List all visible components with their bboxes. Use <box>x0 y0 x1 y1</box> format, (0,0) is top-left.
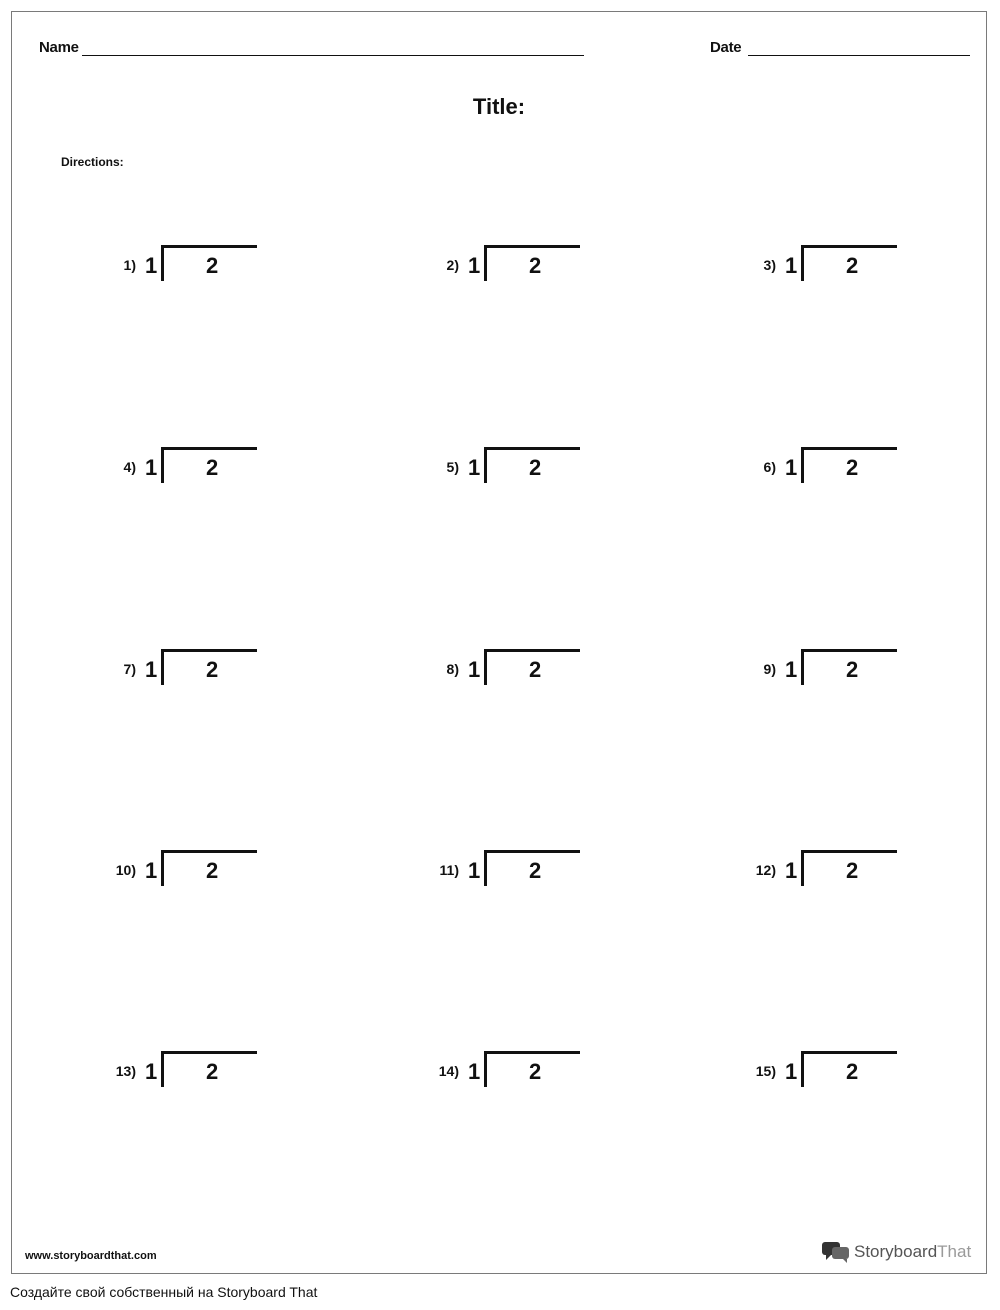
problem-number: 2) <box>446 257 459 273</box>
name-line <box>82 55 584 56</box>
problem-number: 3) <box>763 257 776 273</box>
footer-url: www.storyboardthat.com <box>25 1250 157 1262</box>
dividend: 2 <box>529 1059 542 1084</box>
dividend: 2 <box>846 858 859 883</box>
brand-name <box>854 1242 971 1262</box>
divisor: 1 <box>468 455 481 480</box>
dividend: 2 <box>206 858 219 883</box>
problem-number: 15) <box>755 1063 776 1079</box>
dividend: 2 <box>529 253 542 278</box>
problem-number: 14) <box>438 1063 459 1079</box>
divisor: 1 <box>785 1059 798 1084</box>
problem-number: 10) <box>115 862 136 878</box>
brand-suffix: That <box>937 1242 972 1261</box>
division-problem <box>740 245 900 285</box>
divisor: 1 <box>785 455 798 480</box>
problem-number: 4) <box>123 459 136 475</box>
page-title: Title: <box>472 94 526 119</box>
dividend: 2 <box>206 657 219 682</box>
storyboardthat-logo <box>822 1241 971 1263</box>
problem-number: 1) <box>123 257 136 273</box>
division-problem <box>423 1051 583 1091</box>
division-problem <box>423 245 583 285</box>
problem-number: 11) <box>439 862 459 878</box>
problem-number: 12) <box>755 862 776 878</box>
dividend: 2 <box>846 253 859 278</box>
brand-main: Storyboard <box>854 1242 938 1261</box>
division-problem <box>423 649 583 689</box>
divisor: 1 <box>145 858 158 883</box>
division-problem <box>740 649 900 689</box>
division-problem <box>740 850 900 890</box>
divisor: 1 <box>468 1059 481 1084</box>
problem-number: 7) <box>123 661 136 677</box>
problem-number: 13) <box>115 1063 136 1079</box>
dividend: 2 <box>846 657 859 682</box>
divisor: 1 <box>145 657 158 682</box>
dividend: 2 <box>846 1059 859 1084</box>
dividend: 2 <box>529 455 542 480</box>
divisor: 1 <box>468 657 481 682</box>
division-problem <box>423 850 583 890</box>
problem-number: 8) <box>446 661 459 677</box>
divisor: 1 <box>468 858 481 883</box>
division-problem <box>740 1051 900 1091</box>
speech-bubbles-icon <box>822 1241 850 1263</box>
dividend: 2 <box>529 657 542 682</box>
division-problem <box>100 850 260 890</box>
directions-label: Directions: <box>61 155 124 169</box>
divisor: 1 <box>785 858 798 883</box>
caption-link[interactable]: Создайте свой собственный на Storyboard That <box>10 1284 318 1300</box>
dividend: 2 <box>206 1059 219 1084</box>
dividend: 2 <box>206 455 219 480</box>
problem-number: 5) <box>446 459 459 475</box>
division-problem <box>100 1051 260 1091</box>
date-line <box>748 55 970 56</box>
divisor: 1 <box>145 1059 158 1084</box>
division-problem <box>100 447 260 487</box>
divisor: 1 <box>785 253 798 278</box>
division-problem <box>740 447 900 487</box>
divisor: 1 <box>468 253 481 278</box>
divisor: 1 <box>145 455 158 480</box>
date-label: Date <box>710 39 742 56</box>
worksheet-page <box>11 11 987 1274</box>
dividend: 2 <box>529 858 542 883</box>
division-problem <box>423 447 583 487</box>
problem-number: 9) <box>763 661 776 677</box>
dividend: 2 <box>846 455 859 480</box>
problem-number: 6) <box>763 459 776 475</box>
divisor: 1 <box>145 253 158 278</box>
division-problem <box>100 649 260 689</box>
name-label: Name <box>39 39 79 56</box>
division-problem <box>100 245 260 285</box>
divisor: 1 <box>785 657 798 682</box>
dividend: 2 <box>206 253 219 278</box>
